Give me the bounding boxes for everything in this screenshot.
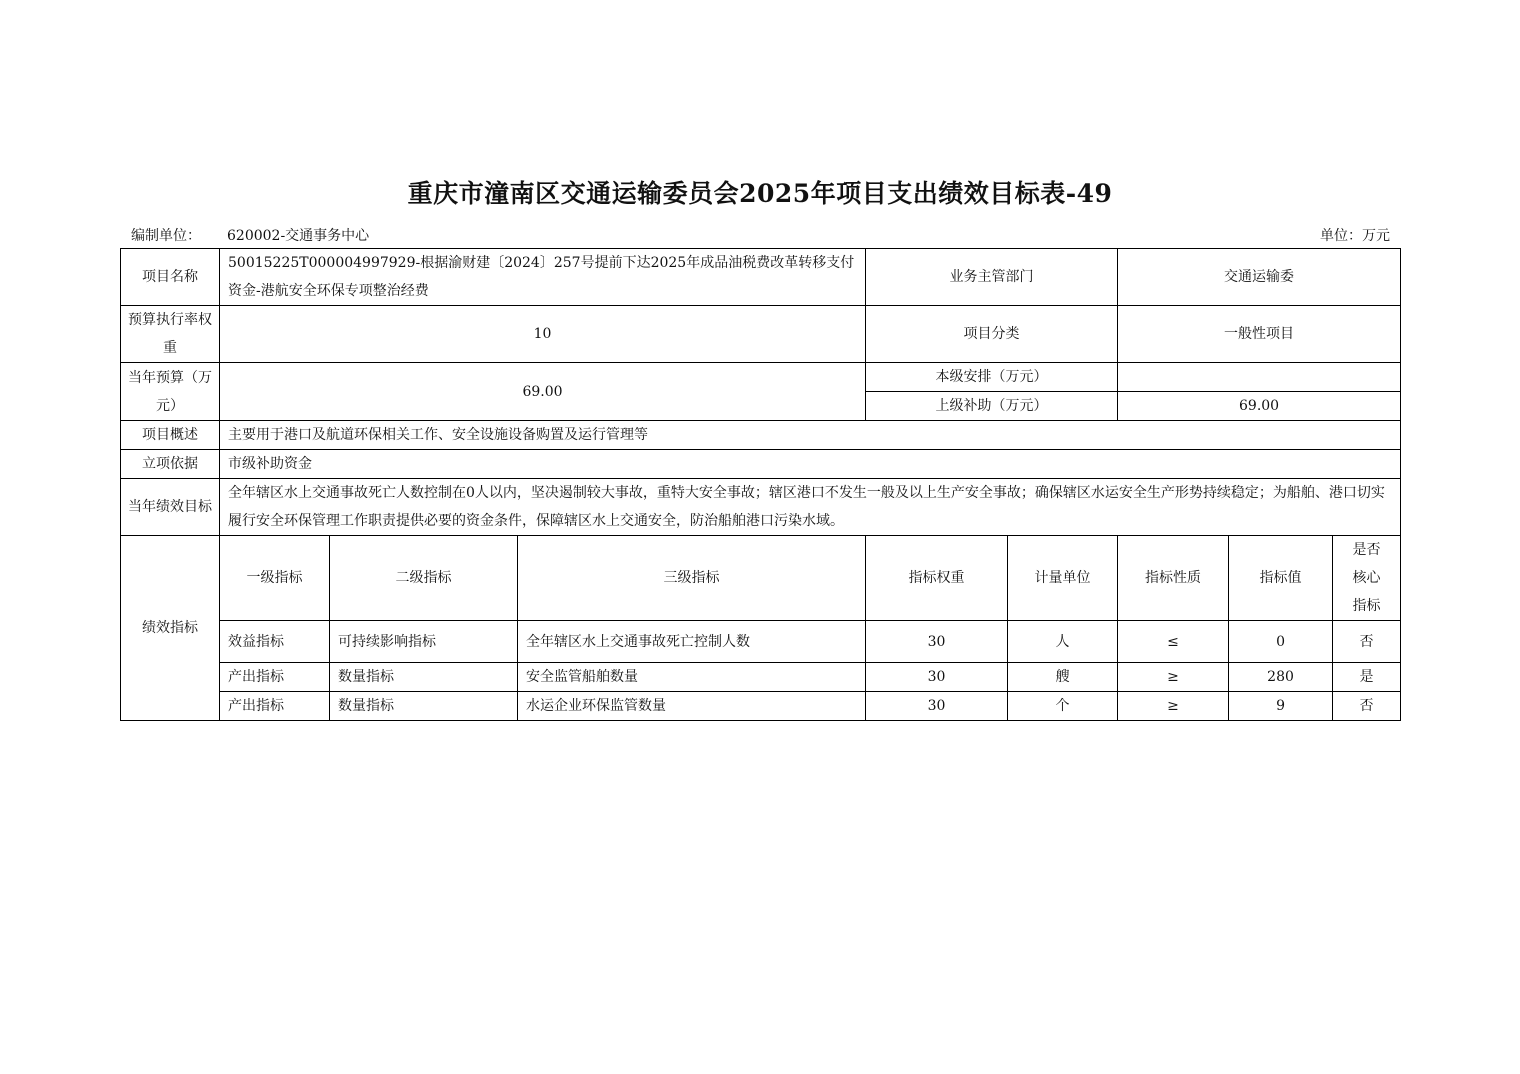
project-name-value: 50015225T000004997929-根据渝财建〔2024〕257号提前下达2025年成品油税费改革转移支付资金-港航安全环保专项整治经费 [220,249,866,306]
header-value: 指标值 [1229,536,1333,621]
row-level3: 水运企业环保监管数量 [518,692,866,721]
row-value: 0 [1229,621,1333,663]
org-value: 620002-交通事务中心 [227,228,370,244]
project-name-label: 项目名称 [121,249,220,306]
dept-value: 交通运输委 [1118,249,1401,306]
table-row [121,663,1401,692]
table-row [121,621,1401,663]
header-nature: 指标性质 [1118,536,1229,621]
header-level1: 一级指标 [220,536,330,621]
row-nature: ≥ [1118,692,1229,721]
unit-label: 单位：万元 [1320,228,1390,244]
header-level2: 二级指标 [330,536,518,621]
row-level2: 可持续影响指标 [330,621,518,663]
performance-table [120,248,1401,721]
indicators-label: 绩效指标 [121,536,220,721]
row-level2: 数量指标 [330,692,518,721]
category-label: 项目分类 [866,306,1118,363]
row-core: 否 [1333,621,1401,663]
budget-label: 当年预算（万元） [121,363,220,421]
org-label: 编制单位： [131,228,201,244]
row-level3: 全年辖区水上交通事故死亡控制人数 [518,621,866,663]
upper-value: 69.00 [1118,392,1401,421]
org-info [131,225,369,245]
row-unit: 个 [1008,692,1118,721]
local-value [1118,363,1401,392]
header-weight: 指标权重 [866,536,1008,621]
row-weight: 30 [866,621,1008,663]
goal-value: 全年辖区水上交通事故死亡人数控制在0人以内，坚决遏制较大事故，重特大安全事故；辖区港口不发生一般及以上生产安全事故；确保辖区水运安全生产形势持续稳定；为船舶、港口切实履行安全环保管理工作职责提供必要的资金条件，保障辖区水上交通安全，防治船舶港口污染水域。 [220,479,1401,536]
upper-label: 上级补助（万元） [866,392,1118,421]
basis-label: 立项依据 [121,450,220,479]
page-title: 重庆市潼南区交通运输委员会2025年项目支出绩效目标表-49 [407,179,1113,208]
row-core: 否 [1333,692,1401,721]
header-level3: 三级指标 [518,536,866,621]
overview-value: 主要用于港口及航道环保相关工作、安全设施设备购置及运行管理等 [220,421,1401,450]
row-unit: 人 [1008,621,1118,663]
row-core: 是 [1333,663,1401,692]
basis-value: 市级补助资金 [220,450,1401,479]
local-label: 本级安排（万元） [866,363,1118,392]
row-level3: 安全监管船舶数量 [518,663,866,692]
row-value: 280 [1229,663,1333,692]
category-value: 一般性项目 [1118,306,1401,363]
row-weight: 30 [866,663,1008,692]
header-core: 是否核心指标 [1333,536,1401,621]
row-nature: ≤ [1118,621,1229,663]
goal-label: 当年绩效目标 [121,479,220,536]
row-unit: 艘 [1008,663,1118,692]
row-level2: 数量指标 [330,663,518,692]
row-level1: 产出指标 [220,692,330,721]
row-level1: 效益指标 [220,621,330,663]
overview-label: 项目概述 [121,421,220,450]
header-unit: 计量单位 [1008,536,1118,621]
row-nature: ≥ [1118,663,1229,692]
weight-value: 10 [220,306,866,363]
row-level1: 产出指标 [220,663,330,692]
dept-label: 业务主管部门 [866,249,1118,306]
weight-label: 预算执行率权重 [121,306,220,363]
table-row [121,692,1401,721]
row-weight: 30 [866,692,1008,721]
row-value: 9 [1229,692,1333,721]
budget-value: 69.00 [220,363,866,421]
